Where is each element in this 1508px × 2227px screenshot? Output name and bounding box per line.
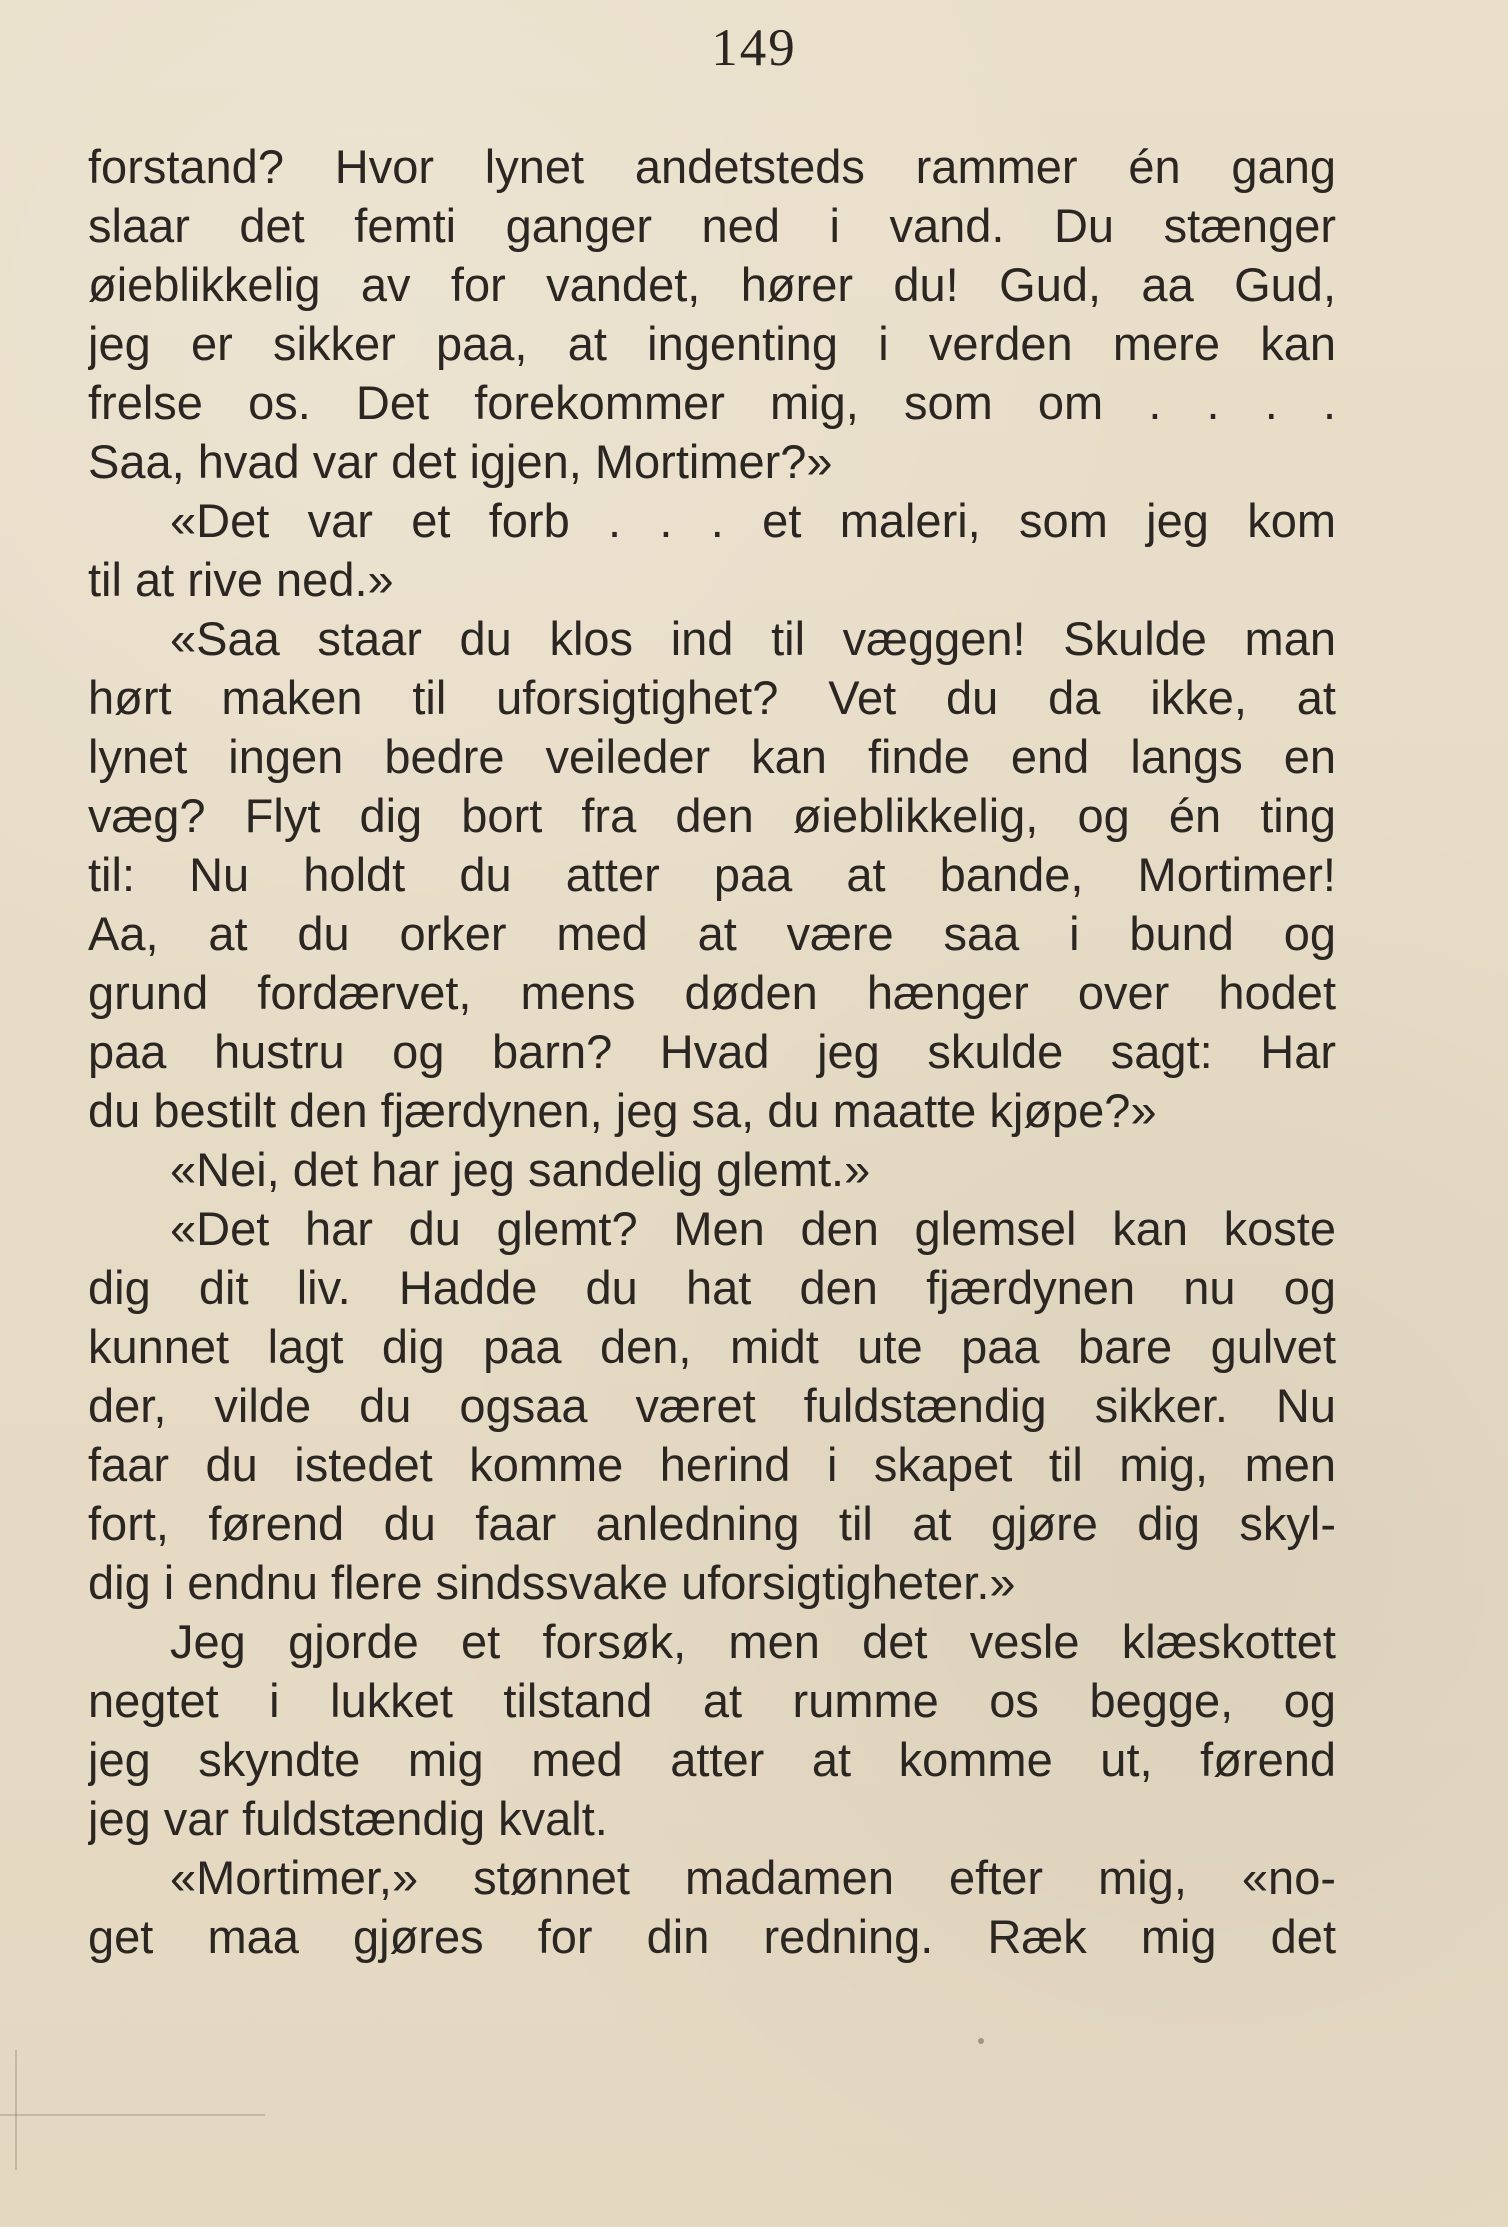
text-line-12: væg? Flyt dig bort fra den øieblikkelig, og én ting — [88, 789, 1336, 842]
text-line-15: grund fordærvet, mens døden hænger over hodet — [88, 966, 1336, 1019]
scan-bottom-mark — [0, 2114, 265, 2116]
text-line-19: «Det har du glemt? Men den glemsel kan koste — [170, 1202, 1336, 1255]
text-line-25: dig i endnu flere sindssvake uforsigtigheter.» — [88, 1556, 1016, 1609]
text-line-23: faar du istedet komme herind i skapet til mig, men — [88, 1438, 1336, 1491]
text-line-6: Saa, hvad var det igjen, Mortimer?» — [88, 435, 833, 488]
text-line-16: paa hustru og barn? Hvad jeg skulde sagt: Har — [88, 1025, 1336, 1078]
text-line-31: get maa gjøres for din redning. Ræk mig det — [88, 1910, 1336, 1963]
text-line-21: kunnet lagt dig paa den, midt ute paa bare gulvet — [88, 1320, 1336, 1373]
text-line-29: jeg var fuldstændig kvalt. — [88, 1792, 608, 1845]
text-line-17: du bestilt den fjærdynen, jeg sa, du maatte kjøpe?» — [88, 1084, 1157, 1137]
text-line-3: øieblikkelig av for vandet, hører du! Gud, aa Gud, — [88, 258, 1336, 311]
text-line-5: frelse os. Det forekommer mig, som om . . . . — [88, 376, 1336, 429]
text-line-27: negtet i lukket tilstand at rumme os begge, og — [88, 1674, 1336, 1727]
text-line-4: jeg er sikker paa, at ingenting i verden mere kan — [88, 317, 1336, 370]
text-line-14: Aa, at du orker med at være saa i bund og — [88, 907, 1336, 960]
text-line-8: til at rive ned.» — [88, 553, 394, 606]
text-line-26: Jeg gjorde et forsøk, men det vesle klæskottet — [170, 1615, 1336, 1668]
text-line-1: forstand? Hvor lynet andetsteds rammer én gang — [88, 140, 1336, 193]
page-number: 149 — [711, 19, 797, 77]
page-text — [88, 137, 1336, 1966]
text-line-7: «Det var et forb . . . et maleri, som jeg kom — [170, 494, 1336, 547]
text-line-24: fort, førend du faar anledning til at gjøre dig skyl- — [88, 1497, 1336, 1550]
scan-edge-mark — [15, 2050, 17, 2170]
text-line-30: «Mortimer,» stønnet madamen efter mig, «no- — [170, 1851, 1336, 1904]
text-line-22: der, vilde du ogsaa været fuldstændig sikker. Nu — [88, 1379, 1336, 1432]
text-line-9: «Saa staar du klos ind til væggen! Skulde man — [170, 612, 1336, 665]
text-line-11: lynet ingen bedre veileder kan finde end langs en — [88, 730, 1336, 783]
scan-dot — [978, 2038, 984, 2044]
text-line-13: til: Nu holdt du atter paa at bande, Mortimer! — [88, 848, 1336, 901]
text-line-2: slaar det femti ganger ned i vand. Du stænger — [88, 199, 1336, 252]
text-line-18: «Nei, det har jeg sandelig glemt.» — [170, 1143, 871, 1196]
text-line-10: hørt maken til uforsigtighet? Vet du da ikke, at — [88, 671, 1336, 724]
text-line-20: dig dit liv. Hadde du hat den fjærdynen nu og — [88, 1261, 1336, 1314]
text-line-28: jeg skyndte mig med atter at komme ut, førend — [88, 1733, 1336, 1786]
